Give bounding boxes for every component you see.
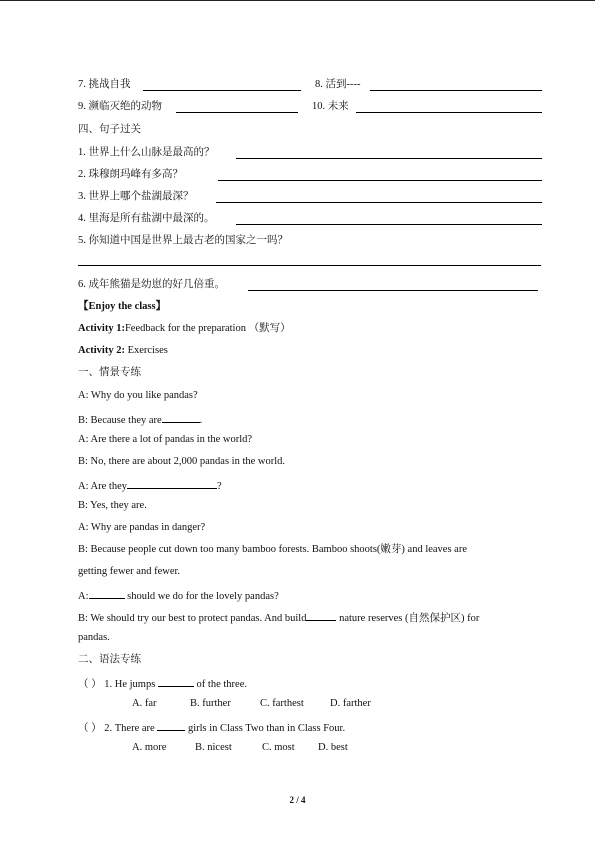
answer-blank[interactable] [176, 100, 298, 113]
answer-blank[interactable] [78, 253, 541, 266]
dialogue-line: B: Because they are . [78, 410, 543, 426]
option[interactable]: B. nicest [195, 742, 232, 753]
vocab-item-7: 7. 挑战自我 [78, 79, 131, 90]
answer-blank[interactable] [158, 674, 194, 687]
dialogue-line: A: Why do you like pandas? [78, 390, 198, 401]
page-number: 2 / 4 [289, 795, 306, 805]
vocab-item-8: 8. 活到---- [315, 79, 361, 90]
page-top-border [0, 0, 595, 1]
sentence-item-6: 6. 成年熊猫是幼崽的好几倍重。 [78, 277, 543, 293]
dialogue-line: A: Are there a lot of pandas in the world? [78, 434, 253, 445]
answer-blank[interactable] [157, 718, 185, 731]
question-2-options [0, 740, 595, 756]
enjoy-class-title: 【Enjoy the class】 [78, 301, 167, 312]
vocab-item-9: 9. 濒临灭绝的动物 [78, 101, 162, 112]
question-1-options [0, 696, 595, 712]
section-heading-situational: 一、情景专练 [78, 367, 141, 378]
question-1: （ ） 1. He jumps of the three. [78, 674, 543, 690]
answer-blank[interactable] [89, 586, 125, 599]
sentence-item-5: 5. 你知道中国是世界上最古老的国家之一吗？ [78, 235, 288, 246]
section-heading-grammar: 二、语法专练 [78, 654, 141, 665]
option[interactable]: A. far [132, 698, 157, 709]
option[interactable]: C. most [262, 742, 295, 753]
dialogue-line: B: We should try our best to protect pandas. And build nature reserves (自然保护区) for [78, 608, 543, 624]
dialogue-line: A: should we do for the lovely pandas? [78, 586, 543, 602]
answer-blank[interactable] [236, 212, 542, 225]
answer-blank[interactable] [248, 278, 538, 291]
sentence-item-4: 4. 里海是所有盐湖中最深的。 [78, 211, 543, 227]
dialogue-line: pandas. [78, 632, 110, 643]
dialogue-line: B: No, there are about 2,000 pandas in the world. [78, 456, 286, 467]
answer-paren[interactable]: （ ） [78, 679, 102, 690]
sentence-item-3: 3. 世界上哪个盐湖最深？ [78, 189, 543, 205]
option[interactable]: D. best [318, 742, 348, 753]
section-heading-sentences: 四、句子过关 [78, 124, 141, 135]
answer-blank[interactable] [143, 78, 301, 91]
option[interactable]: C. farthest [260, 698, 304, 709]
option[interactable]: B. further [190, 698, 231, 709]
dialogue-line: A: Are they ? [78, 476, 543, 492]
vocab-row-1 [78, 77, 543, 93]
vocab-row-2 [78, 99, 543, 115]
answer-blank[interactable] [356, 100, 542, 113]
activity-1: Activity 1:Feedback for the preparation （默写） [78, 323, 291, 334]
answer-blank[interactable] [306, 608, 336, 621]
activity-2: Activity 2: Exercises [78, 345, 168, 356]
answer-blank[interactable] [218, 168, 542, 181]
option[interactable]: A. more [132, 742, 167, 753]
dialogue-line: A: Why are pandas in danger? [78, 522, 206, 533]
answer-blank[interactable] [162, 410, 200, 423]
dialogue-line: getting fewer and fewer. [78, 566, 181, 577]
answer-blank[interactable] [216, 190, 542, 203]
dialogue-line: B: Because people cut down too many bamboo forests. Bamboo shoots(嫩芽) and leaves are [78, 544, 467, 555]
vocab-item-10: 10. 未来 [312, 101, 349, 112]
option[interactable]: D. farther [330, 698, 371, 709]
answer-paren[interactable]: （ ） [78, 723, 102, 734]
sentence-item-2: 2. 珠穆朗玛峰有多高？ [78, 167, 543, 183]
answer-blank[interactable] [236, 146, 542, 159]
answer-blank[interactable] [127, 476, 217, 489]
question-2: （ ） 2. There are girls in Class Two than in Class Four. [78, 718, 543, 734]
sentence-item-1: 1. 世界上什么山脉是最高的？ [78, 145, 543, 161]
dialogue-line: B: Yes, they are. [78, 500, 147, 511]
answer-blank[interactable] [370, 78, 542, 91]
